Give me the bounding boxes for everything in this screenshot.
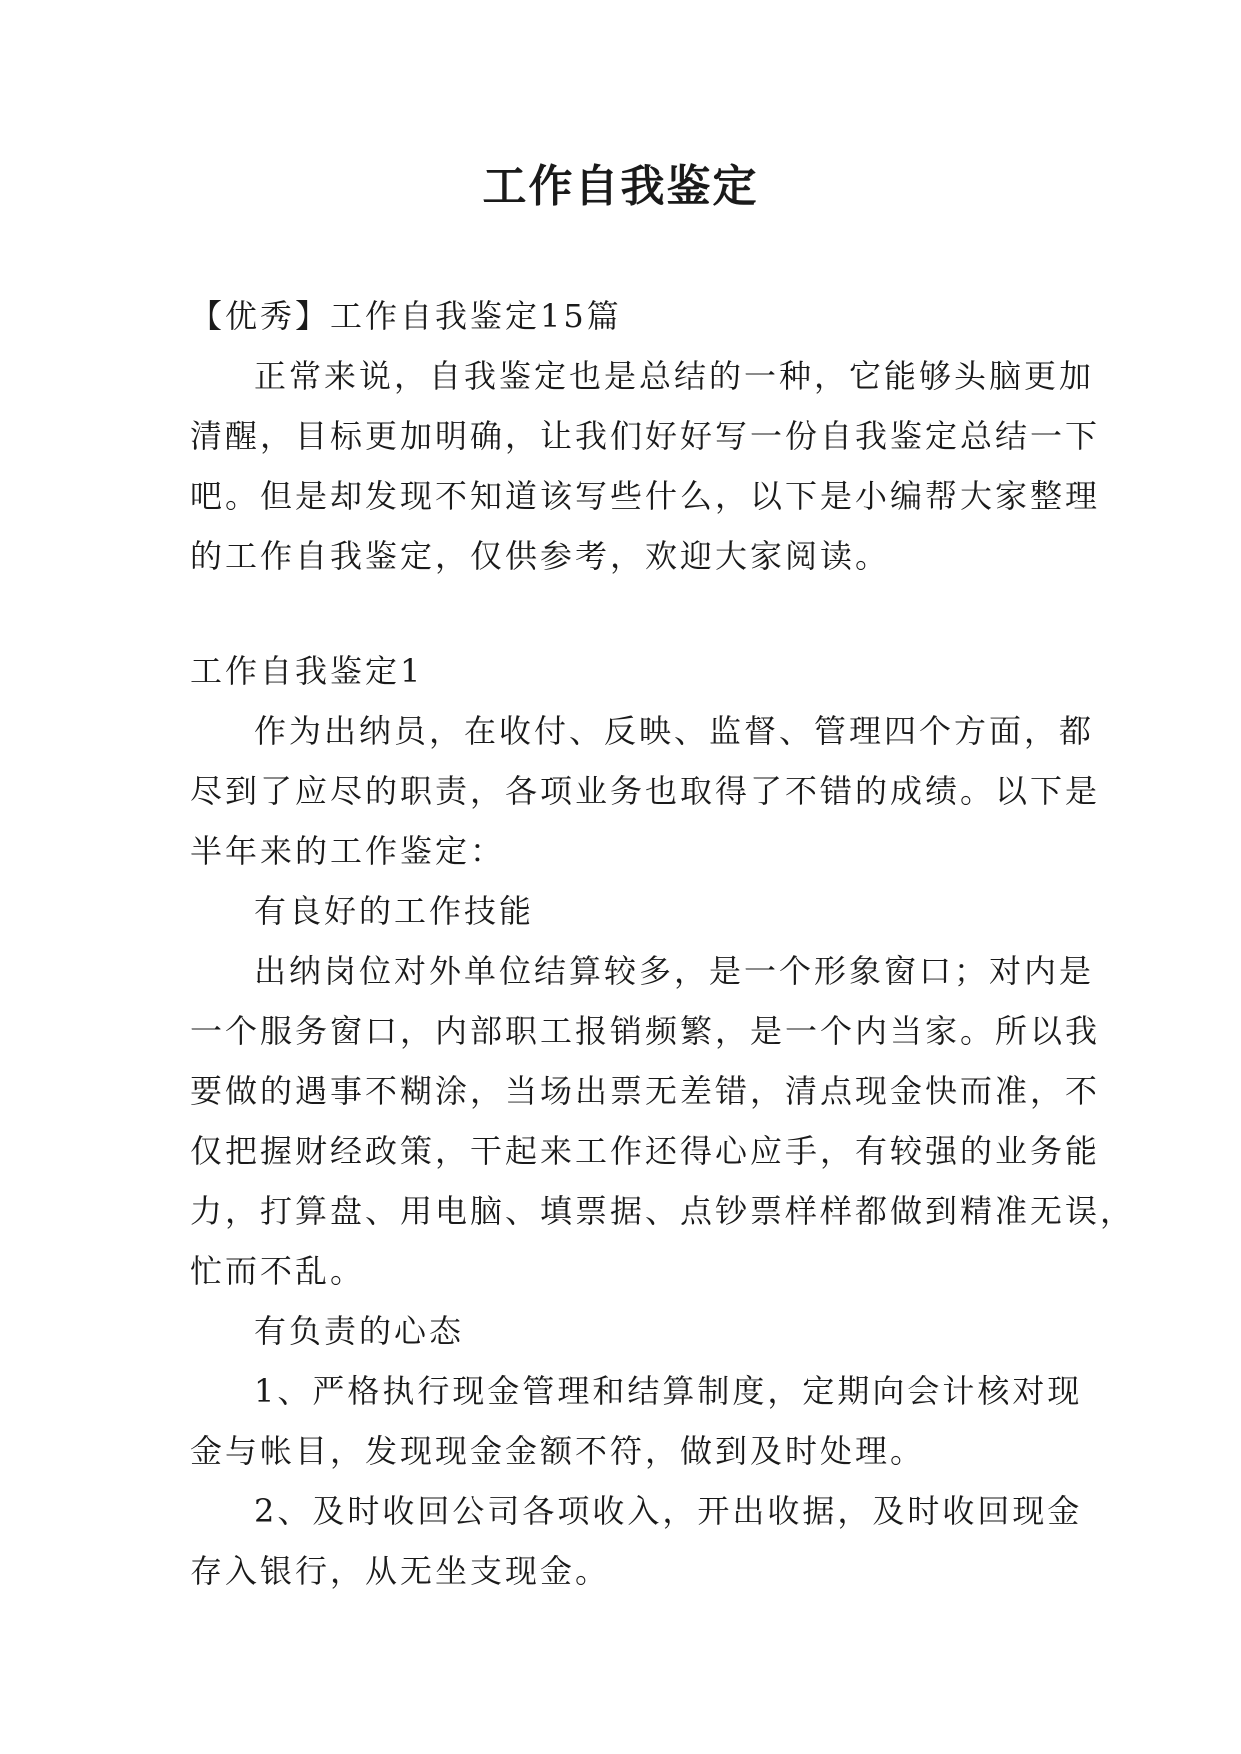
paragraph-line: 出纳岗位对外单位结算较多，是一个形象窗口；对内是 bbox=[254, 952, 1095, 990]
section-gap bbox=[190, 592, 1060, 647]
list-item-line: 2、及时收回公司各项收入，开出收据，及时收回现金 bbox=[254, 1492, 1083, 1530]
intro-line: 正常来说，自我鉴定也是总结的一种，它能够头脑更加 bbox=[254, 357, 1095, 395]
intro-line: 的工作自我鉴定，仅供参考，欢迎大家阅读。 bbox=[190, 537, 891, 575]
paragraph-line: 半年来的工作鉴定： bbox=[190, 832, 506, 870]
paragraph-line: 尽到了应尽的职责，各项业务也取得了不错的成绩。以下是 bbox=[190, 772, 1101, 810]
intro-line: 清醒，目标更加明确，让我们好好写一份自我鉴定总结一下 bbox=[190, 417, 1101, 455]
section-heading: 工作自我鉴定1 bbox=[190, 652, 424, 690]
list-item-line: 1、严格执行现金管理和结算制度，定期向会计核对现 bbox=[254, 1372, 1083, 1410]
paragraph-line: 一个服务窗口，内部职工报销频繁，是一个内当家。所以我 bbox=[190, 1012, 1101, 1050]
subheading: 有良好的工作技能 bbox=[254, 892, 535, 930]
paragraph-line: 仅把握财经政策，干起来工作还得心应手，有较强的业务能 bbox=[190, 1132, 1101, 1170]
subheading: 有负责的心态 bbox=[254, 1312, 465, 1350]
intro-line: 吧。但是却发现不知道该写些什么，以下是小编帮大家整理 bbox=[190, 477, 1101, 515]
paragraph-line: 忙而不乱。 bbox=[190, 1252, 366, 1290]
document-subtitle: 【优秀】工作自我鉴定15篇 bbox=[190, 297, 622, 335]
document-body bbox=[190, 292, 1136, 1607]
document-title: 工作自我鉴定 bbox=[482, 161, 759, 212]
list-item-line: 金与帐目，发现现金金额不符，做到及时处理。 bbox=[190, 1432, 926, 1470]
paragraph-line: 要做的遇事不糊涂，当场出票无差错，清点现金快而准，不 bbox=[190, 1072, 1101, 1110]
paragraph-line: 力，打算盘、用电脑、填票据、点钞票样样都做到精准无误， bbox=[190, 1192, 1136, 1230]
list-item-line: 存入银行，从无坐支现金。 bbox=[190, 1552, 611, 1590]
paragraph-line: 作为出纳员，在收付、反映、监督、管理四个方面，都 bbox=[254, 712, 1095, 750]
